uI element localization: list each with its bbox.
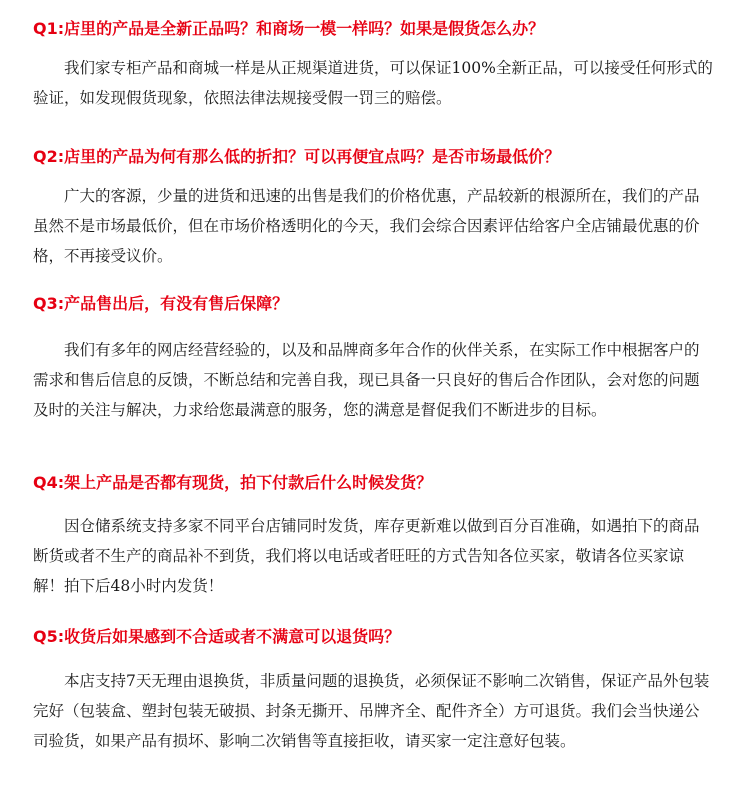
faq-question-5: Q5:收货后如果感到不合适或者不满意可以退货吗？ [33,627,401,646]
faq-answer-1: 我们家专柜产品和商城一样是从正规渠道进货，可以保证100%全新正品，可以接受任何形式的验证，如发现假货现象，依照法律法规接受假一罚三的赔偿。 [33,59,713,107]
faq-question-4: Q4:架上产品是否都有现货，拍下付款后什么时候发货？ [33,473,433,492]
faq-question-2: Q2:店里的产品为何有那么低的折扣？可以再便宜点吗？是否市场最低价？ [33,147,561,166]
faq-answer-4: 因仓储系统支持多家不同平台店铺同时发货，库存更新难以做到百分百准确，如遇拍下的商品断货或者不生产的商品补不到货，我们将以电话或者旺旺的方式告知各位买家，敬请各位买家谅解！拍下后48小时内发货！ [33,517,700,595]
faq-answer-2: 广大的客源，少量的进货和迅速的出售是我们的价格优惠，产品较新的根源所在，我们的产品虽然不是市场最低价，但在市场价格透明化的今天，我们会综合因素评估给客户全店铺最优惠的价格，不再接受议价。 [33,187,700,265]
faq-question-1: Q1:店里的产品是全新正品吗？和商场一模一样吗？如果是假货怎么办？ [33,19,545,38]
faq-answer-5: 本店支持7天无理由退换货，非质量问题的退换货，必须保证不影响二次销售，保证产品外包装完好（包装盒、塑封包装无破损、封条无撕开、吊牌齐全、配件齐全）方可退货。我们会当快递公司验货，如果产品有损坏、影响二次销售等直接拒收，请买家一定注意好包装。 [33,672,710,750]
faq-question-3: Q3:产品售出后，有没有售后保障？ [33,294,289,313]
faq-answer-3: 我们有多年的网店经营经验的，以及和品牌商多年合作的伙伴关系，在实际工作中根据客户的需求和售后信息的反馈，不断总结和完善自我，现已具备一只良好的售后合作团队，会对您的问题及时的关注与解决，力求给您最满意的服务，您的满意是督促我们不断进步的目标。 [33,341,700,419]
